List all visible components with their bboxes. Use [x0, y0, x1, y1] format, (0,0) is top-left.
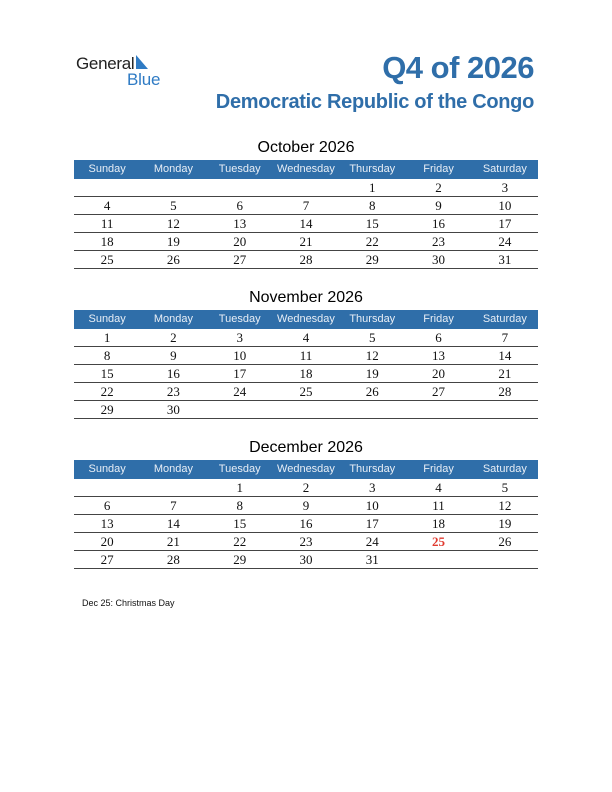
week-row — [74, 365, 538, 383]
date-cell: 19 — [365, 366, 379, 381]
date-cell: 14 — [166, 516, 180, 531]
date-cell: 6 — [103, 498, 111, 513]
date-cell: 28 — [166, 552, 180, 567]
date-cell: 4 — [302, 330, 310, 345]
date-cell: 5 — [170, 198, 177, 213]
holiday-note: Dec 25: Christmas Day — [82, 598, 175, 608]
date-cell: 3 — [501, 180, 509, 195]
week-row — [74, 497, 538, 515]
date-cell: 1 — [369, 180, 376, 195]
date-cell: 18 — [100, 234, 114, 249]
general-blue-logo — [76, 52, 176, 92]
weekday-label: Tuesday — [218, 313, 261, 325]
date-cell: 4 — [103, 198, 111, 213]
date-cell: 21 — [299, 234, 313, 249]
date-cell: 7 — [302, 198, 310, 213]
logo-blue-text: Blue — [127, 70, 161, 89]
date-cell: 11 — [100, 216, 114, 231]
date-cell: 26 — [365, 384, 379, 399]
week-row — [74, 179, 538, 197]
month-october — [74, 137, 538, 269]
date-cell: 12 — [498, 498, 512, 513]
date-cell: 8 — [236, 498, 243, 513]
date-cell: 27 — [432, 384, 446, 399]
date-cell: 30 — [166, 402, 180, 417]
date-cell: 30 — [299, 552, 313, 567]
date-cell: 9 — [302, 498, 310, 513]
date-cell: 18 — [299, 366, 313, 381]
page-subtitle: Democratic Republic of the Congo — [215, 91, 534, 113]
week-row — [74, 551, 538, 569]
date-cell — [472, 401, 538, 418]
date-cell: 6 — [435, 330, 442, 345]
week-row — [74, 401, 538, 419]
date-cell: 22 — [100, 384, 114, 399]
date-cell: 11 — [299, 348, 313, 363]
weekday-label: Friday — [423, 163, 454, 175]
date-cell: 6 — [236, 198, 243, 213]
date-cell: 29 — [100, 402, 114, 417]
weekday-label: Monday — [153, 463, 193, 475]
date-cell: 29 — [233, 552, 247, 567]
date-cell: 8 — [369, 198, 376, 213]
date-cell — [472, 551, 538, 568]
date-cell: 21 — [166, 534, 180, 549]
date-cell: 9 — [435, 198, 442, 213]
page-title: Q4 of 2026 — [382, 50, 534, 85]
date-cell: 24 — [498, 234, 512, 249]
date-cell: 17 — [365, 516, 379, 531]
weekday-label: Friday — [423, 463, 454, 475]
date-cell: 24 — [365, 534, 379, 549]
weekday-label: Wednesday — [277, 313, 335, 325]
week-row — [74, 251, 538, 269]
date-cell: 3 — [236, 330, 243, 345]
date-cell: 20 — [100, 534, 114, 549]
month-title: November 2026 — [249, 289, 363, 306]
date-cell: 13 — [233, 216, 247, 231]
weekday-label: Tuesday — [218, 163, 261, 175]
weekday-label: Friday — [423, 313, 454, 325]
date-cell — [140, 479, 206, 496]
date-cell: 5 — [501, 480, 509, 495]
month-title: December 2026 — [249, 439, 363, 456]
date-cell: 11 — [432, 498, 445, 513]
date-cell — [273, 401, 339, 418]
date-cell: 19 — [498, 516, 512, 531]
week-row — [74, 515, 538, 533]
week-row — [74, 347, 538, 365]
date-cell: 17 — [498, 216, 512, 231]
date-cell: 23 — [432, 234, 446, 249]
weekday-label: Saturday — [482, 463, 527, 475]
weekday-label: Saturday — [482, 163, 527, 175]
weekday-label: Tuesday — [218, 463, 261, 475]
date-cell: 13 — [432, 348, 446, 363]
date-cell — [74, 479, 140, 496]
date-cell: 26 — [498, 534, 512, 549]
date-cell: 22 — [365, 234, 379, 249]
date-cell: 18 — [432, 516, 446, 531]
date-cell: 9 — [170, 348, 177, 363]
date-cell — [140, 179, 206, 196]
date-cell: 21 — [498, 366, 512, 381]
date-cell: 22 — [233, 534, 247, 549]
weekday-label: Sunday — [88, 163, 126, 175]
date-cell: 27 — [233, 252, 247, 267]
date-cell: 26 — [166, 252, 180, 267]
date-cell: 8 — [103, 348, 111, 363]
date-cell: 1 — [236, 480, 243, 495]
date-cell: 24 — [233, 384, 247, 399]
date-cell: 31 — [365, 552, 379, 567]
week-row — [74, 479, 538, 497]
date-cell — [74, 179, 140, 196]
date-cell: 31 — [498, 252, 512, 267]
month-november — [74, 287, 538, 419]
date-cell: 10 — [233, 348, 247, 363]
date-cell: 20 — [233, 234, 247, 249]
date-cell: 15 — [233, 516, 247, 531]
date-cell: 28 — [299, 252, 313, 267]
weekday-label: Thursday — [349, 163, 396, 175]
date-cell: 12 — [166, 216, 180, 231]
date-cell — [405, 401, 471, 418]
date-cell — [207, 401, 273, 418]
date-cell: 27 — [100, 552, 114, 567]
date-cell: 23 — [299, 534, 313, 549]
weekday-label: Sunday — [88, 463, 126, 475]
logo-general-text: General — [76, 54, 135, 73]
date-cell: 3 — [369, 480, 376, 495]
date-cell: 16 — [432, 216, 446, 231]
weekday-label: Monday — [153, 313, 193, 325]
date-cell — [405, 551, 471, 568]
date-cell — [207, 179, 273, 196]
weekday-label: Thursday — [349, 463, 396, 475]
week-row — [74, 215, 538, 233]
week-row — [74, 383, 538, 401]
date-cell: 13 — [100, 516, 114, 531]
date-cell: 12 — [365, 348, 379, 363]
date-cell: 1 — [103, 330, 111, 345]
date-cell: 25 — [299, 384, 313, 399]
date-cell: 25 — [100, 252, 114, 267]
date-cell: 4 — [435, 480, 442, 495]
date-cell: 10 — [498, 198, 512, 213]
date-cell: 2 — [435, 180, 442, 195]
week-row — [74, 233, 538, 251]
date-cell: 29 — [365, 252, 379, 267]
month-title: October 2026 — [257, 139, 355, 156]
date-cell: 2 — [302, 480, 310, 495]
week-row — [74, 533, 538, 551]
weekday-label: Wednesday — [277, 463, 335, 475]
weekday-label: Thursday — [349, 313, 396, 325]
date-cell: 28 — [498, 384, 512, 399]
weekday-label: Sunday — [88, 313, 126, 325]
date-cell: 15 — [100, 366, 114, 381]
date-cell — [339, 401, 405, 418]
date-cell: 15 — [365, 216, 379, 231]
date-cell: 10 — [365, 498, 379, 513]
week-row — [74, 197, 538, 215]
date-cell: 7 — [501, 330, 509, 345]
date-cell: 19 — [166, 234, 180, 249]
weekday-label: Monday — [153, 163, 193, 175]
weekday-header-row — [74, 310, 538, 329]
weekday-label: Saturday — [482, 313, 527, 325]
date-cell: 2 — [170, 330, 177, 345]
weekday-header-row — [74, 160, 538, 179]
date-cell: 14 — [498, 348, 512, 363]
weekday-header-row — [74, 460, 538, 479]
date-cell: 16 — [299, 516, 313, 531]
date-cell: 14 — [299, 216, 313, 231]
date-cell — [273, 179, 339, 196]
date-cell: 5 — [369, 330, 376, 345]
date-cell: 17 — [233, 366, 247, 381]
holiday-date-cell: 25 — [432, 534, 446, 549]
date-cell: 20 — [432, 366, 446, 381]
date-cell: 30 — [432, 252, 446, 267]
date-cell: 23 — [166, 384, 180, 399]
date-cell: 7 — [170, 498, 177, 513]
weekday-label: Wednesday — [277, 163, 335, 175]
logo-triangle-icon — [136, 55, 148, 69]
week-row — [74, 329, 538, 347]
date-cell: 16 — [166, 366, 180, 381]
month-december — [74, 437, 538, 569]
